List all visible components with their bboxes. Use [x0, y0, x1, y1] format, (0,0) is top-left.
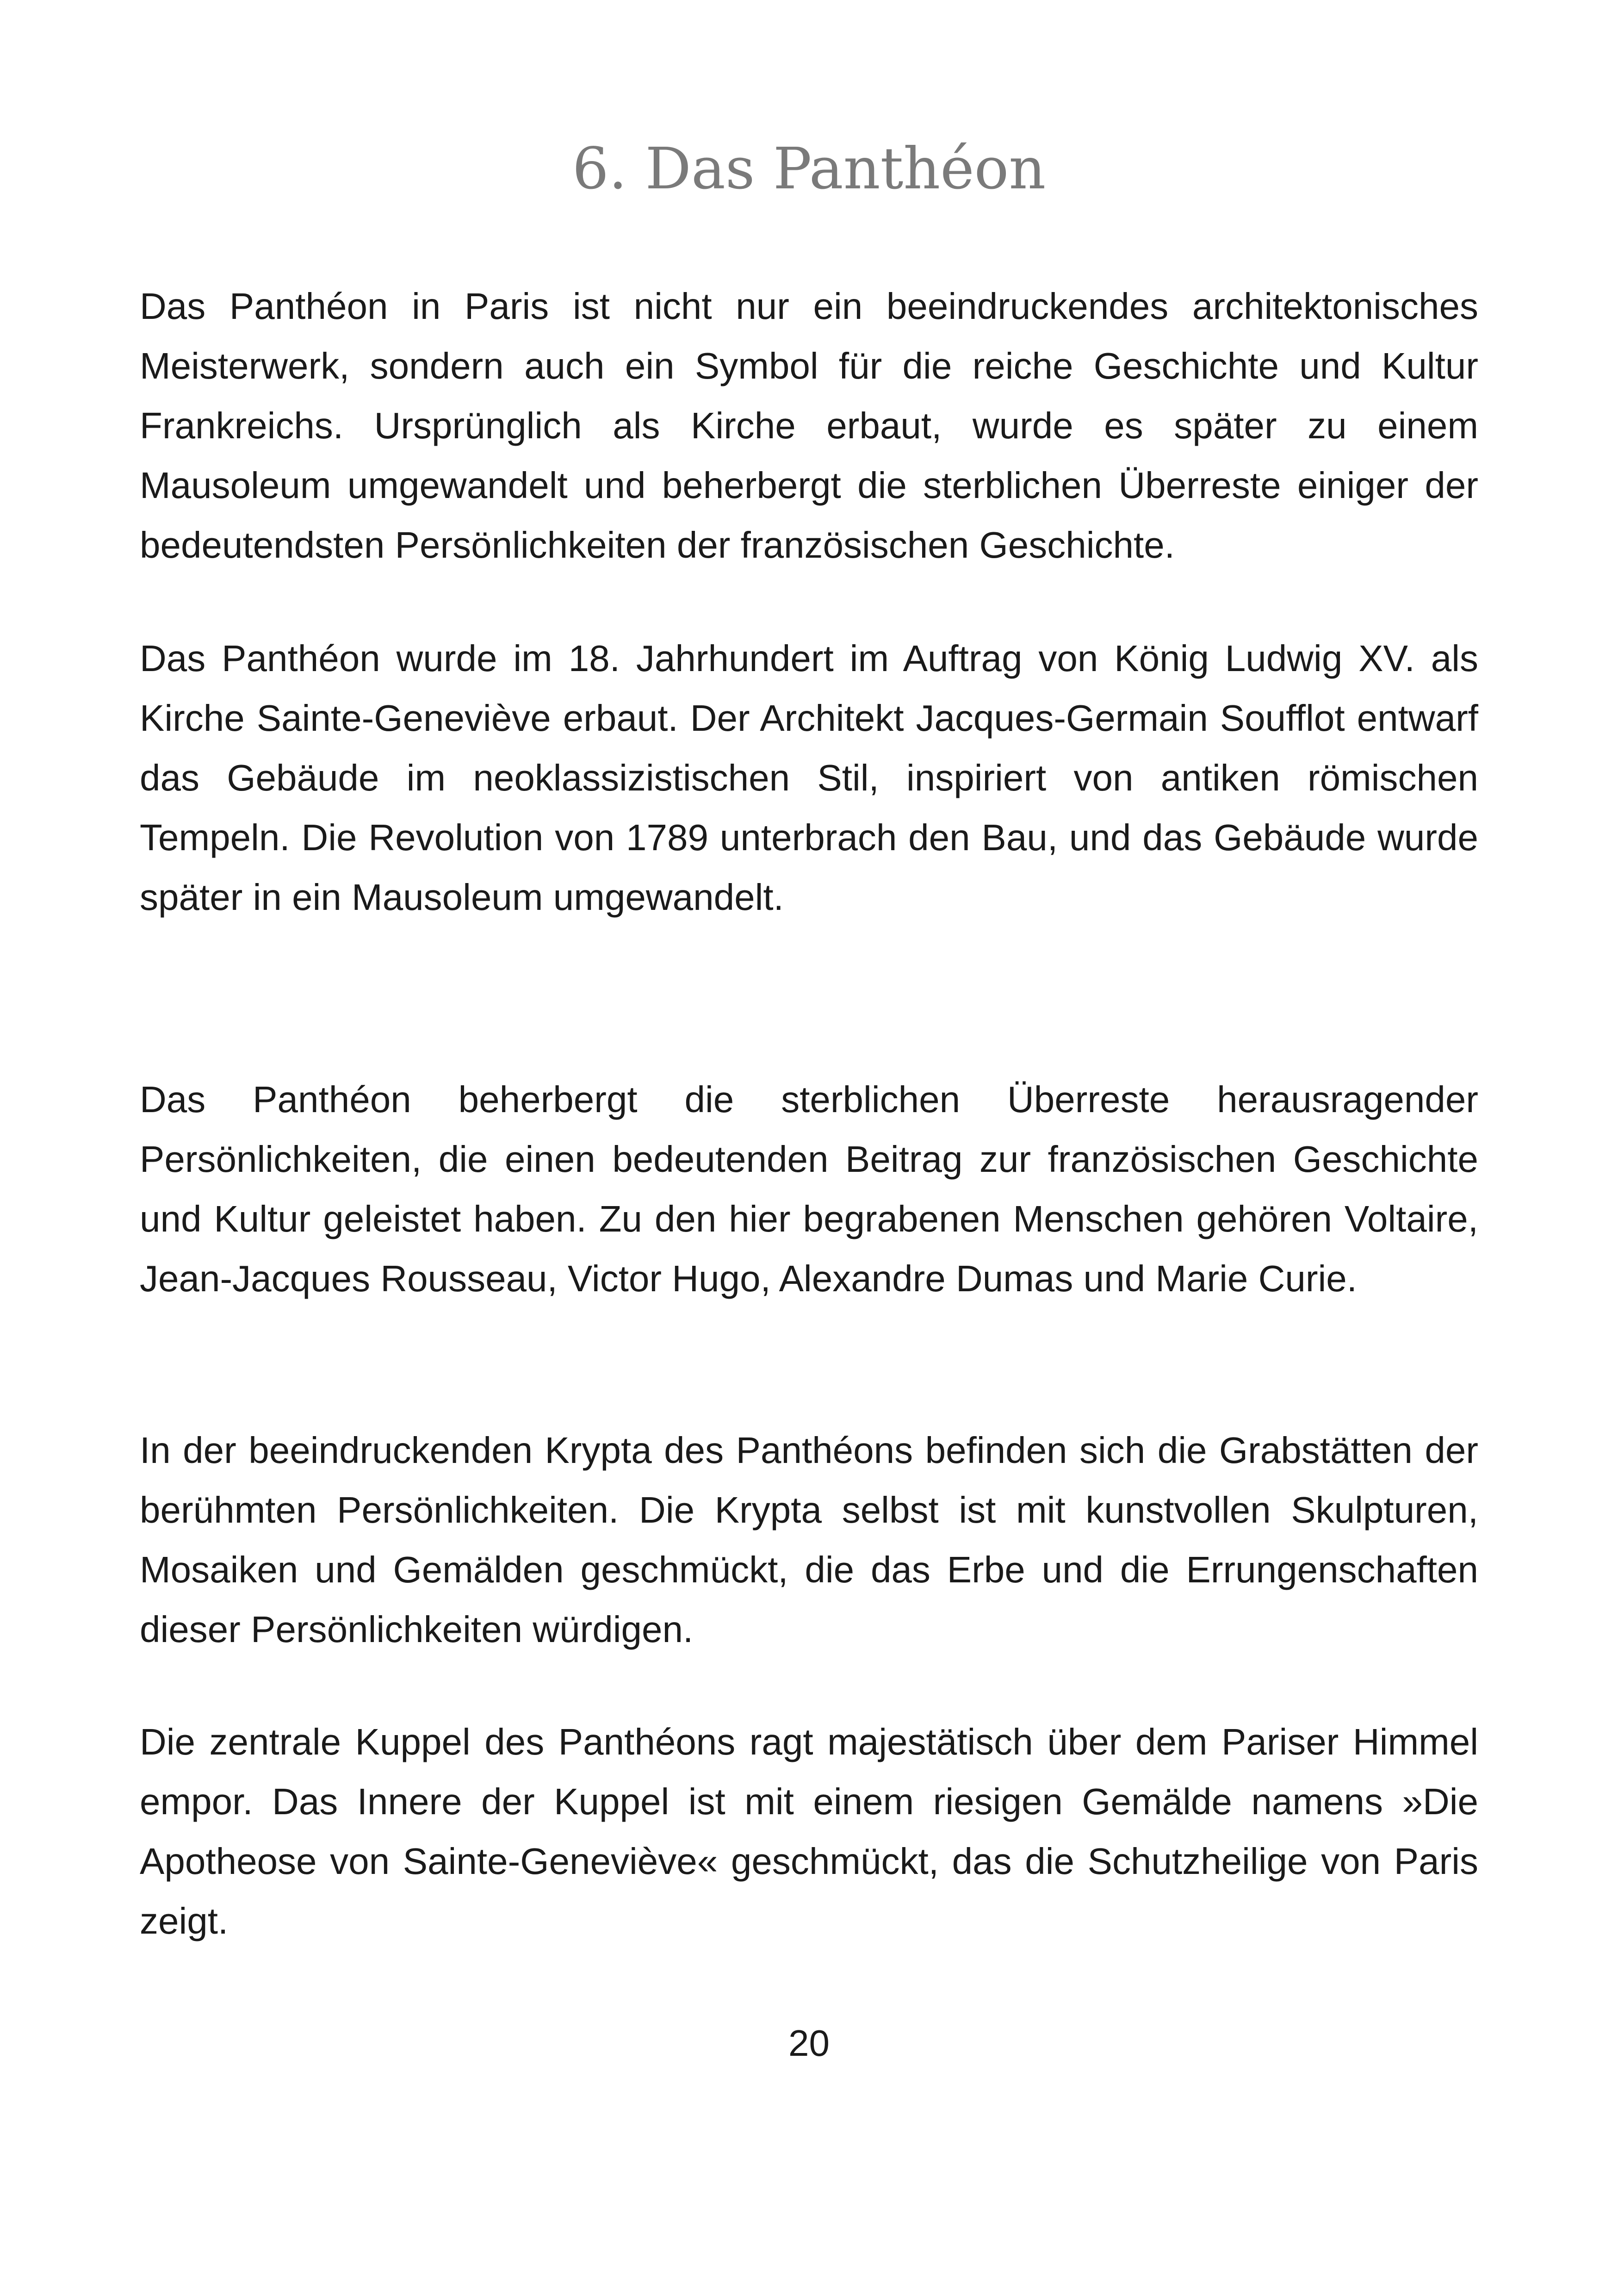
paragraph-introduction: Das Panthéon in Paris ist nicht nur ein beeindruckendes architektonisches Meisterwerk, sondern auch ein Symbol für die reiche Geschichte und Kultur Frankreichs. Ursprünglich als Kirche erbaut, wurde es später zu einem Mausoleum umgewandelt und beherbergt die sterblichen Überreste einiger der bedeutendsten Persönlichkeiten der französischen Geschichte. [140, 286, 1478, 566]
paragraph-crypt: In der beeindruckenden Krypta des Panthéons befinden sich die Grabstätten der berühmten Persönlichkeiten. Die Krypta selbst ist mit kunstvollen Skulpturen, Mosaiken und Gemälden geschmückt, die das Erbe und die Errungenschaften dieser Persönlichkeiten würdigen. [140, 1430, 1478, 1650]
page-number: 20 [788, 2022, 830, 2064]
paragraph-history: Das Panthéon wurde im 18. Jahrhundert im Auftrag von König Ludwig XV. als Kirche Sainte-Geneviève erbaut. Der Architekt Jacques-Germain Soufflot entwarf das Gebäude im neoklassizistischen Stil, inspiriert von antiken römischen Tempeln. Die Revolution von 1789 unterbrach den Bau, und das Gebäude wurde später in ein Mausoleum umgewandelt. [140, 638, 1478, 918]
paragraph-notable-burials: Das Panthéon beherbergt die sterblichen Überreste herausragender Persönlichkeiten, die einen bedeutenden Beitrag zur französischen Geschichte und Kultur geleistet haben. Zu den hier begrabenen Menschen gehören Voltaire, Jean-Jacques Rousseau, Victor Hugo, Alexandre Dumas und Marie Curie. [140, 1079, 1478, 1299]
chapter-title: 6. Das Panthéon [572, 136, 1046, 202]
paragraph-dome: Die zentrale Kuppel des Panthéons ragt majestätisch über dem Pariser Himmel empor. Das Innere der Kuppel ist mit einem riesigen Gemälde namens »Die Apotheose von Sainte-Geneviève« geschmückt, das die Schutzheilige von Paris zeigt. [140, 1721, 1478, 1941]
